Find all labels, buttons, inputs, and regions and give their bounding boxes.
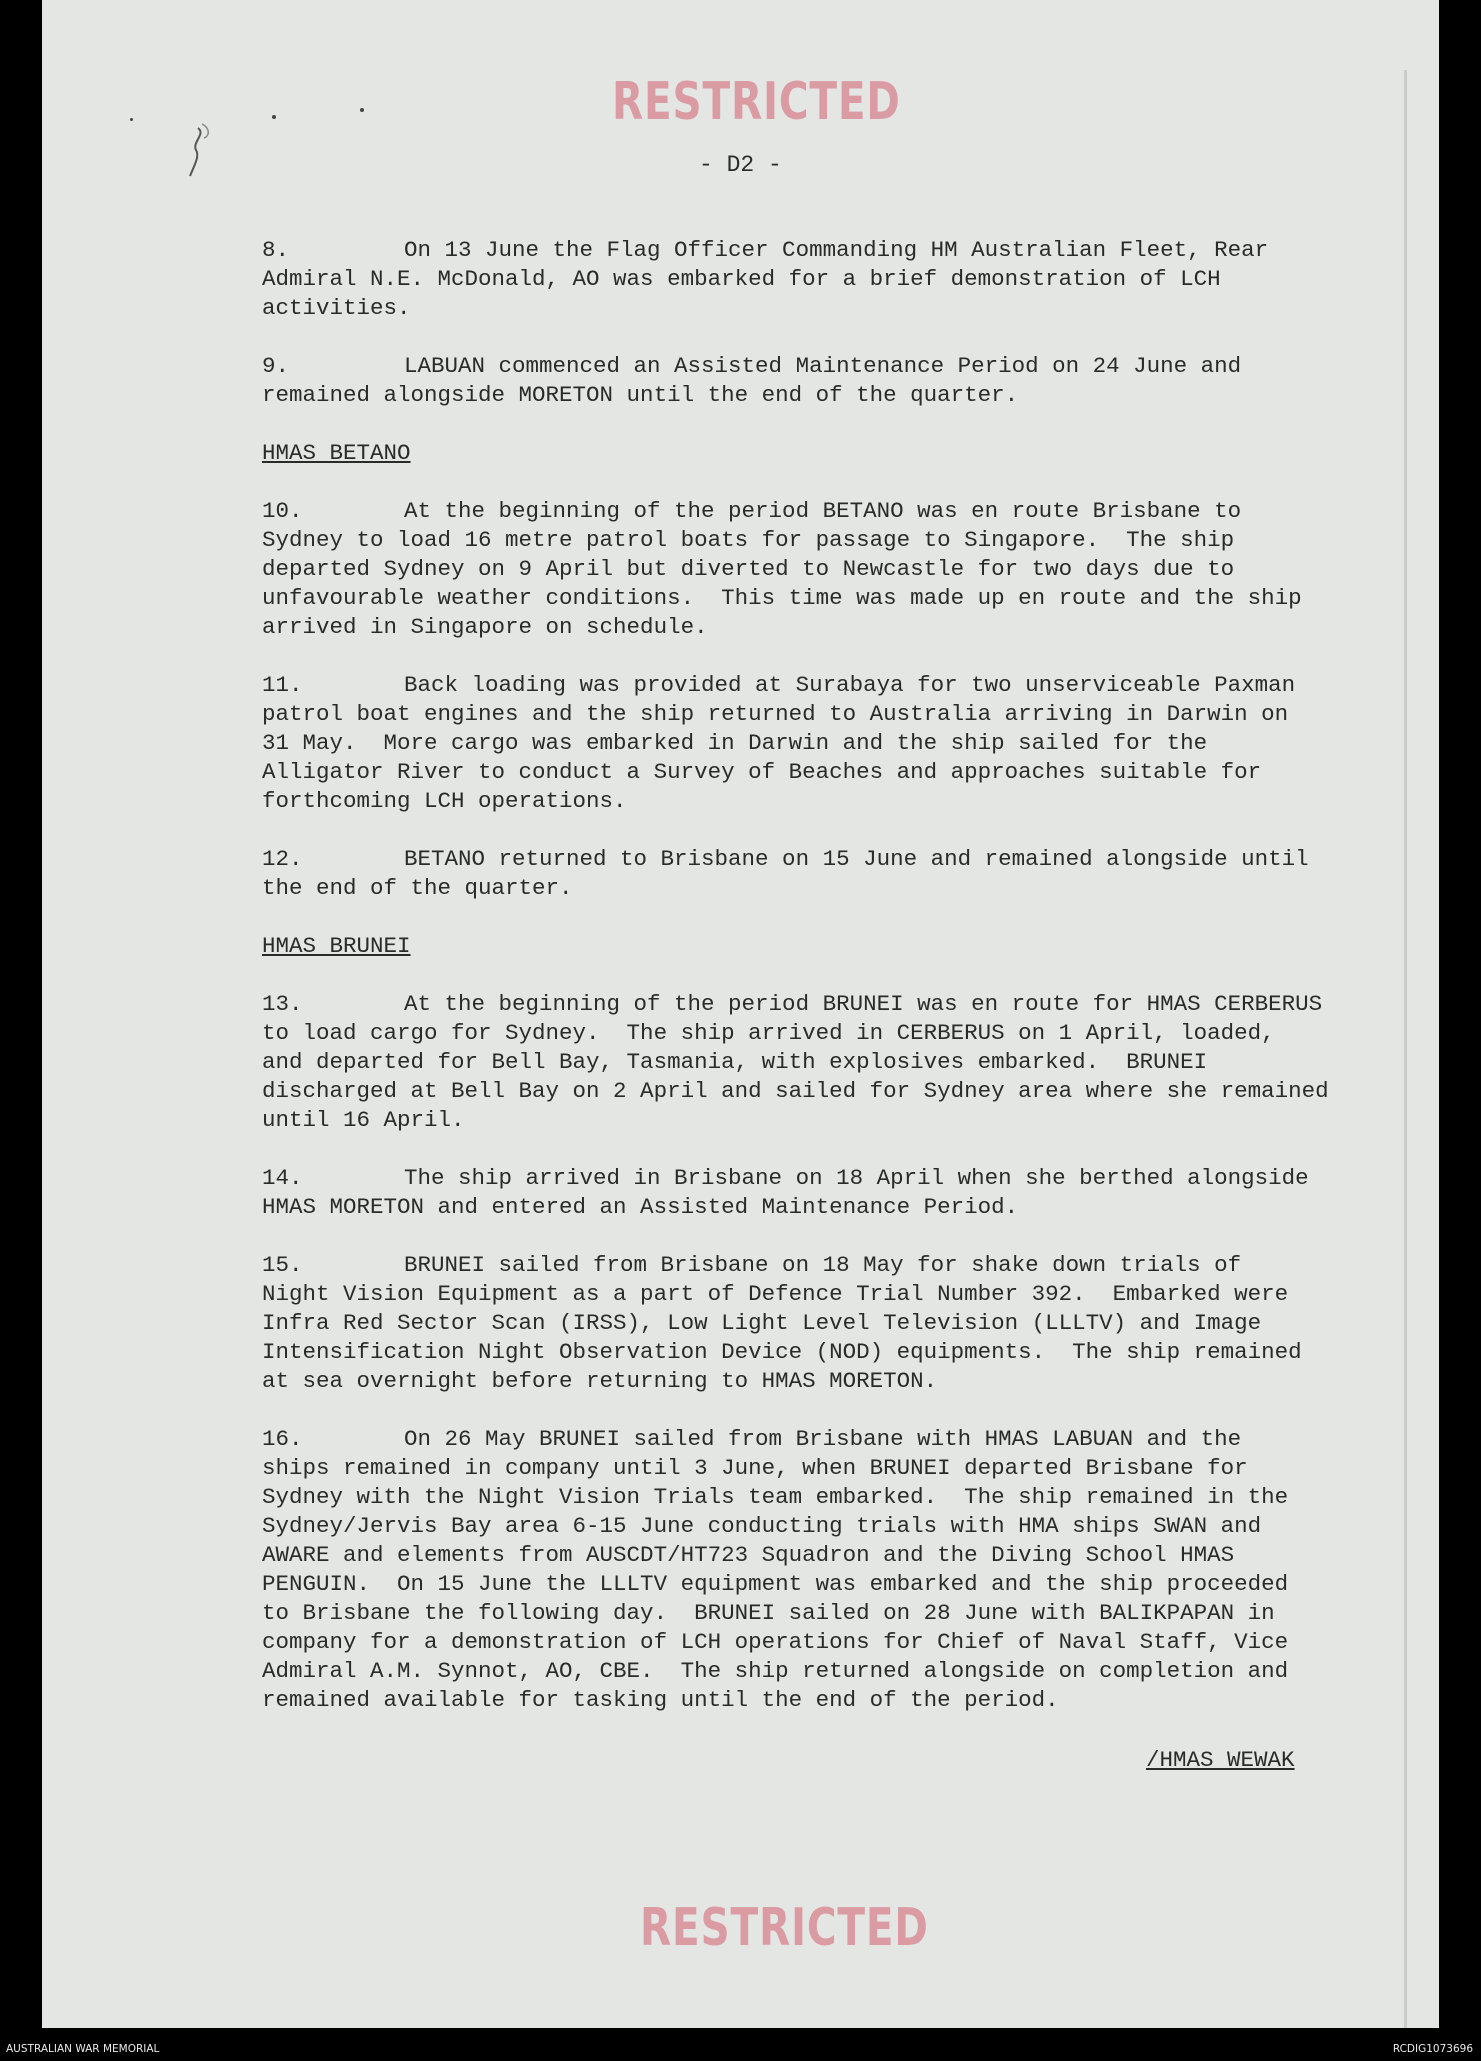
document-page	[42, 0, 1439, 2028]
paragraph-line: and departed for Bell Bay, Tasmania, with explosives embarked. BRUNEI	[262, 1049, 1208, 1075]
paragraph-number: 13.	[262, 991, 303, 1017]
restricted-stamp-top: RESTRICTED	[612, 72, 901, 132]
paragraph-line: patrol boat engines and the ship returned to Australia arriving in Darwin on	[262, 701, 1289, 727]
paragraph-line: Intensification Night Observation Device (NOD) equipments. The ship remained	[262, 1339, 1302, 1365]
paragraph-line: the end of the quarter.	[262, 875, 573, 901]
paragraph-number: 15.	[262, 1252, 303, 1278]
paper-speck	[272, 115, 276, 119]
paragraph-line: remained available for tasking until the end of the period.	[262, 1687, 1059, 1713]
paragraph-line: arrived in Singapore on schedule.	[262, 614, 708, 640]
paragraph-line: ships remained in company until 3 June, when BRUNEI departed Brisbane for	[262, 1455, 1248, 1481]
paragraph-line: At the beginning of the period BRUNEI was en route for HMAS CERBERUS	[404, 991, 1323, 1017]
paragraph-number: 9.	[262, 353, 290, 379]
paragraph-line: On 13 June the Flag Officer Commanding HM Australian Fleet, Rear	[404, 237, 1269, 263]
paper-smudge	[176, 120, 216, 180]
paragraph-line: until 16 April.	[262, 1107, 465, 1133]
paper-speck	[360, 108, 364, 112]
paragraph-line: Alligator River to conduct a Survey of Beaches and approaches suitable for	[262, 759, 1262, 785]
footer-id: RCDIG1073696	[1392, 2043, 1473, 2055]
paragraph-line: at sea overnight before returning to HMAS MORETON.	[262, 1368, 938, 1394]
betano-section	[262, 497, 1392, 903]
paragraph-line: PENGUIN. On 15 June the LLLTV equipment was embarked and the ship proceeded	[262, 1571, 1289, 1597]
paragraph-13	[262, 990, 1392, 1135]
paragraph-line: LABUAN commenced an Assisted Maintenance Period on 24 June and	[404, 353, 1242, 379]
paragraph-line: The ship arrived in Brisbane on 18 April when she berthed alongside	[404, 1165, 1309, 1191]
paragraph-number: 10.	[262, 498, 303, 524]
paragraph-number: 11.	[262, 672, 303, 698]
paragraph-line: BETANO returned to Brisbane on 15 June and remained alongside until	[404, 846, 1309, 872]
paragraph-number: 14.	[262, 1165, 303, 1191]
paragraph-10	[262, 497, 1392, 642]
paragraph-number: 8.	[262, 237, 290, 263]
paragraph-9	[262, 352, 1392, 410]
paragraph-line: AWARE and elements from AUSCDT/HT723 Squadron and the Diving School HMAS	[262, 1542, 1235, 1568]
continuation-reference: /HMAS WEWAK	[1146, 1747, 1295, 1773]
paragraph-line: Sydney with the Night Vision Trials team embarked. The ship remained in the	[262, 1484, 1289, 1510]
paragraph-line: to Brisbane the following day. BRUNEI sailed on 28 June with BALIKPAPAN in	[262, 1600, 1275, 1626]
paragraph-line: HMAS MORETON and entered an Assisted Maintenance Period.	[262, 1194, 1019, 1220]
page-number: - D2 -	[699, 152, 782, 178]
paragraph-line: forthcoming LCH operations.	[262, 788, 627, 814]
paper-speck	[130, 118, 133, 121]
paragraph-8	[262, 236, 1392, 323]
paragraph-line: unfavourable weather conditions. This time was made up en route and the ship	[262, 585, 1302, 611]
page-fold	[1404, 70, 1407, 2028]
heading-betano: HMAS BETANO	[262, 440, 411, 466]
paragraph-11	[262, 671, 1392, 816]
paragraph-line: On 26 May BRUNEI sailed from Brisbane with HMAS LABUAN and the	[404, 1426, 1242, 1452]
paragraph-16	[262, 1425, 1392, 1715]
paragraph-line: 31 May. More cargo was embarked in Darwin and the ship sailed for the	[262, 730, 1208, 756]
paragraph-line: Admiral N.E. McDonald, AO was embarked for a brief demonstration of LCH	[262, 266, 1221, 292]
heading-brunei: HMAS BRUNEI	[262, 933, 411, 959]
paragraph-line: At the beginning of the period BETANO was en route Brisbane to	[404, 498, 1242, 524]
paragraph-line: to load cargo for Sydney. The ship arrived in CERBERUS on 1 April, loaded,	[262, 1020, 1275, 1046]
paragraph-line: BRUNEI sailed from Brisbane on 18 May for shake down trials of	[404, 1252, 1242, 1278]
paragraph-12	[262, 845, 1392, 903]
paragraph-line: Back loading was provided at Surabaya for two unserviceable Paxman	[404, 672, 1296, 698]
paragraph-line: Admiral A.M. Synnot, AO, CBE. The ship returned alongside on completion and	[262, 1658, 1289, 1684]
paragraph-line: Sydney to load 16 metre patrol boats for passage to Singapore. The ship	[262, 527, 1235, 553]
paragraph-number: 16.	[262, 1426, 303, 1452]
paragraph-line: discharged at Bell Bay on 2 April and sailed for Sydney area where she remained	[262, 1078, 1329, 1104]
brunei-section	[262, 990, 1392, 1715]
paragraph-number: 12.	[262, 846, 303, 872]
paragraph-line: company for a demonstration of LCH operations for Chief of Naval Staff, Vice	[262, 1629, 1289, 1655]
paragraph-line: Infra Red Sector Scan (IRSS), Low Light Level Television (LLLTV) and Image	[262, 1310, 1262, 1336]
paragraph-line: remained alongside MORETON until the end of the quarter.	[262, 382, 1019, 408]
paragraph-line: activities.	[262, 295, 411, 321]
restricted-stamp-bottom: RESTRICTED	[640, 1898, 929, 1958]
footer-source: AUSTRALIAN WAR MEMORIAL	[6, 2043, 160, 2055]
paragraph-15	[262, 1251, 1392, 1396]
intro-section	[262, 236, 1392, 410]
paragraph-line: Sydney/Jervis Bay area 6-15 June conducting trials with HMA ships SWAN and	[262, 1513, 1262, 1539]
document-body	[262, 236, 1392, 1744]
paragraph-line: departed Sydney on 9 April but diverted to Newcastle for two days due to	[262, 556, 1235, 582]
paragraph-line: Night Vision Equipment as a part of Defence Trial Number 392. Embarked were	[262, 1281, 1289, 1307]
paragraph-14	[262, 1164, 1392, 1222]
